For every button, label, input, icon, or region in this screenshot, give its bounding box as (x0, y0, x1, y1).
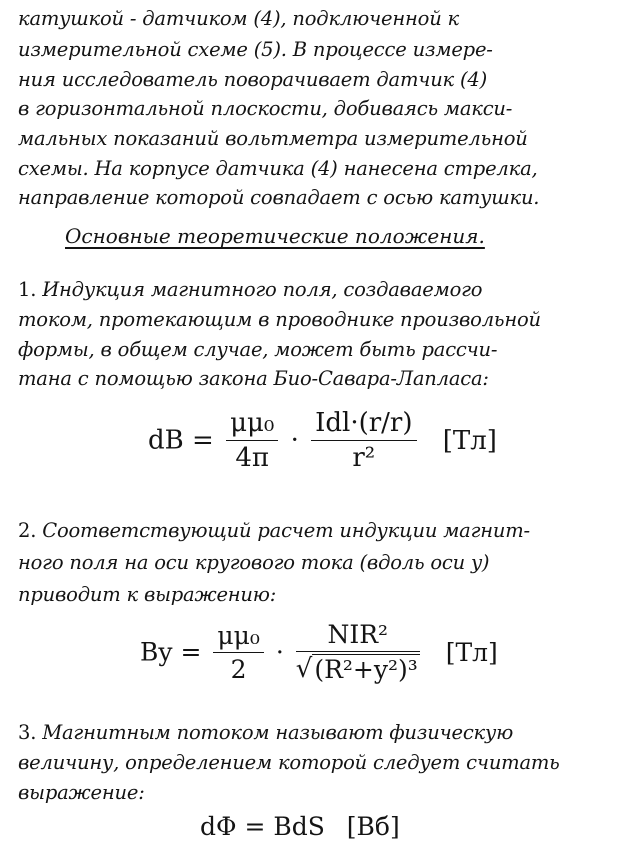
fraction (296, 620, 420, 684)
item-3-line: величину, определением которой следует считать (18, 751, 560, 774)
fraction-denominator: 2 (230, 654, 247, 684)
item-text: Соответствующий расчет индукции магнит- (42, 519, 530, 542)
fraction-numerator: μμ₀ (226, 408, 278, 441)
item-2-line: ного поля на оси кругового тока (вдоль оси y) (18, 551, 490, 574)
item-3-line (18, 718, 608, 748)
text-line: ния исследователь поворачивает датчик (4) (18, 68, 488, 91)
item-2-line (18, 516, 608, 546)
item-text: Магнитным потоком называют физическую (42, 721, 514, 744)
unit-label: [Тл] (445, 637, 498, 667)
fraction (226, 408, 278, 473)
fraction (311, 408, 416, 473)
item-number: 1. (18, 278, 37, 301)
formula-lhs: By = (140, 637, 202, 667)
item-2-line: приводит к выражению: (18, 583, 277, 606)
fraction-numerator: Idl·(r/r) (311, 408, 416, 441)
fraction-denominator: 4π (235, 443, 269, 473)
formula-biot-savart (148, 408, 497, 473)
item-1-line: током, протекающим в проводнике произвольной (18, 308, 541, 331)
formula-lhs: dB = (148, 425, 214, 456)
section-heading: Основные теоретические положения. (65, 224, 485, 248)
fraction (213, 621, 264, 684)
sqrt-radicand: (R²+y²)³ (314, 655, 418, 684)
sqrt-icon: √ (295, 654, 313, 684)
fraction-denominator (296, 652, 420, 684)
item-text: Индукция магнитного поля, создаваемого (42, 278, 483, 301)
text-line: в горизонтальной плоскости, добиваясь макси- (18, 97, 513, 120)
text-line: схемы. На корпусе датчика (4) нанесена стрелка, (18, 157, 538, 180)
unit-label: [Тл] (442, 425, 497, 456)
text-line: катушкой - датчиком (4), подключенной к (18, 7, 459, 30)
fraction-numerator: μμ₀ (213, 621, 264, 653)
formula-magnetic-flux (200, 810, 400, 841)
item-1-line (18, 275, 608, 305)
item-number: 3. (18, 721, 37, 744)
item-3-line: выражение: (18, 781, 145, 804)
item-number: 2. (18, 519, 37, 542)
fraction-denominator: r² (352, 443, 376, 473)
text-line: мальных показаний вольтметра измерительной (18, 127, 528, 150)
square-root (296, 654, 420, 684)
unit-label: [Вб] (346, 812, 400, 841)
fraction-numerator: NIR² (296, 620, 420, 652)
multiply-dot: · (275, 637, 284, 667)
item-1-line: тана с помощью закона Био-Савара-Лапласа: (18, 367, 489, 390)
formula-expression: dΦ = BdS (200, 812, 325, 841)
text-line: измерительной схеме (5). В процессе измере- (18, 38, 493, 61)
formula-axis-field (140, 620, 498, 684)
item-1-line: формы, в общем случае, может быть рассчи- (18, 338, 498, 361)
text-line: направление которой совпадает с осью катушки. (18, 186, 540, 209)
multiply-dot: · (290, 425, 299, 456)
